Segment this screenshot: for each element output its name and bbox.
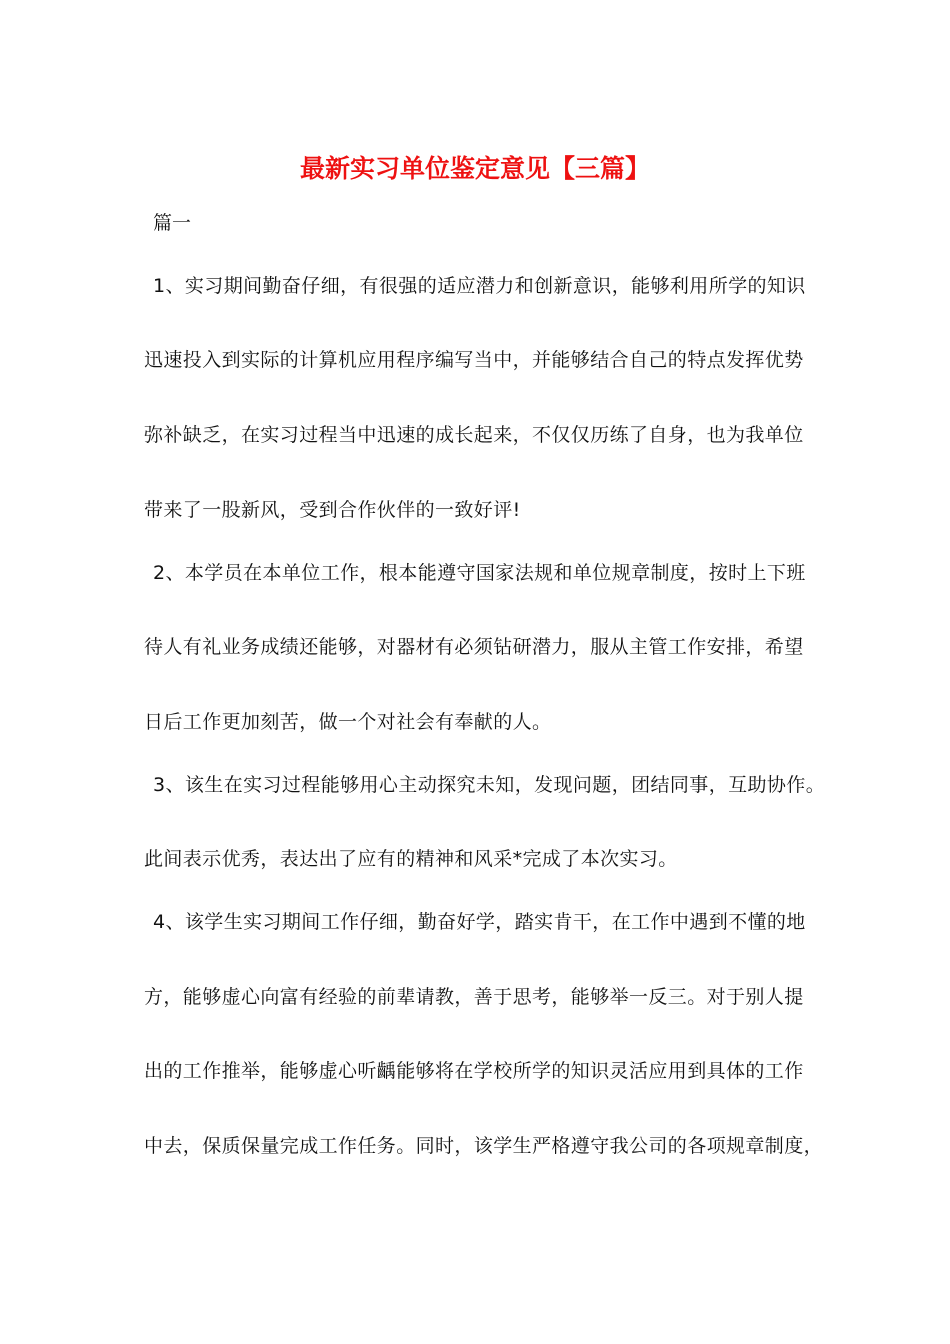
paragraph-3-line-2: 此间表示优秀，表达出了应有的精神和风采*完成了本次实习。 [144, 848, 678, 870]
paragraph-2-line-1: 2、本学员在本单位工作，根本能遵守国家法规和单位规章制度，按时上下班 [153, 562, 806, 584]
paragraph-2-line-3: 日后工作更加刻苦，做一个对社会有奉献的人。 [144, 711, 552, 733]
paragraph-1-line-3: 弥补缺乏，在实习过程当中迅速的成长起来，不仅仅历练了自身，也为我单位 [144, 424, 804, 446]
paragraph-4-line-3: 出的工作推举，能够虚心听齲能够将在学校所学的知识灵活应用到具体的工作 [144, 1060, 804, 1082]
paragraph-4-line-4: 中去，保质保量完成工作任务。同时，该学生严格遵守我公司的各项规章制度， [144, 1135, 824, 1157]
document-title: 最新实习单位鉴定意见【三篇】 [299, 154, 650, 183]
paragraph-1-line-1: 1、实习期间勤奋仔细，有很强的适应潜力和创新意识，能够利用所学的知识 [153, 275, 806, 297]
paragraph-4-line-1: 4、该学生实习期间工作仔细，勤奋好学，踏实肯干，在工作中遇到不懂的地 [153, 911, 806, 933]
section-heading: 篇一 [153, 212, 192, 234]
paragraph-2-line-2: 待人有礼业务成绩还能够，对器材有必须钻研潜力，服从主管工作安排，希望 [144, 636, 804, 658]
paragraph-1-line-2: 迅速投入到实际的计算机应用程序编写当中，并能够结合自己的特点发挥优势 [144, 349, 804, 371]
paragraph-4-line-2: 方，能够虚心向富有经验的前辈请教，善于思考，能够举一反三。对于别人提 [144, 986, 804, 1008]
paragraph-3-line-1: 3、该生在实习过程能够用心主动探究未知，发现问题，团结同事，互助协作。 [153, 774, 826, 796]
paragraph-1-line-4: 带来了一股新风，受到合作伙伴的一致好评! [144, 499, 521, 521]
